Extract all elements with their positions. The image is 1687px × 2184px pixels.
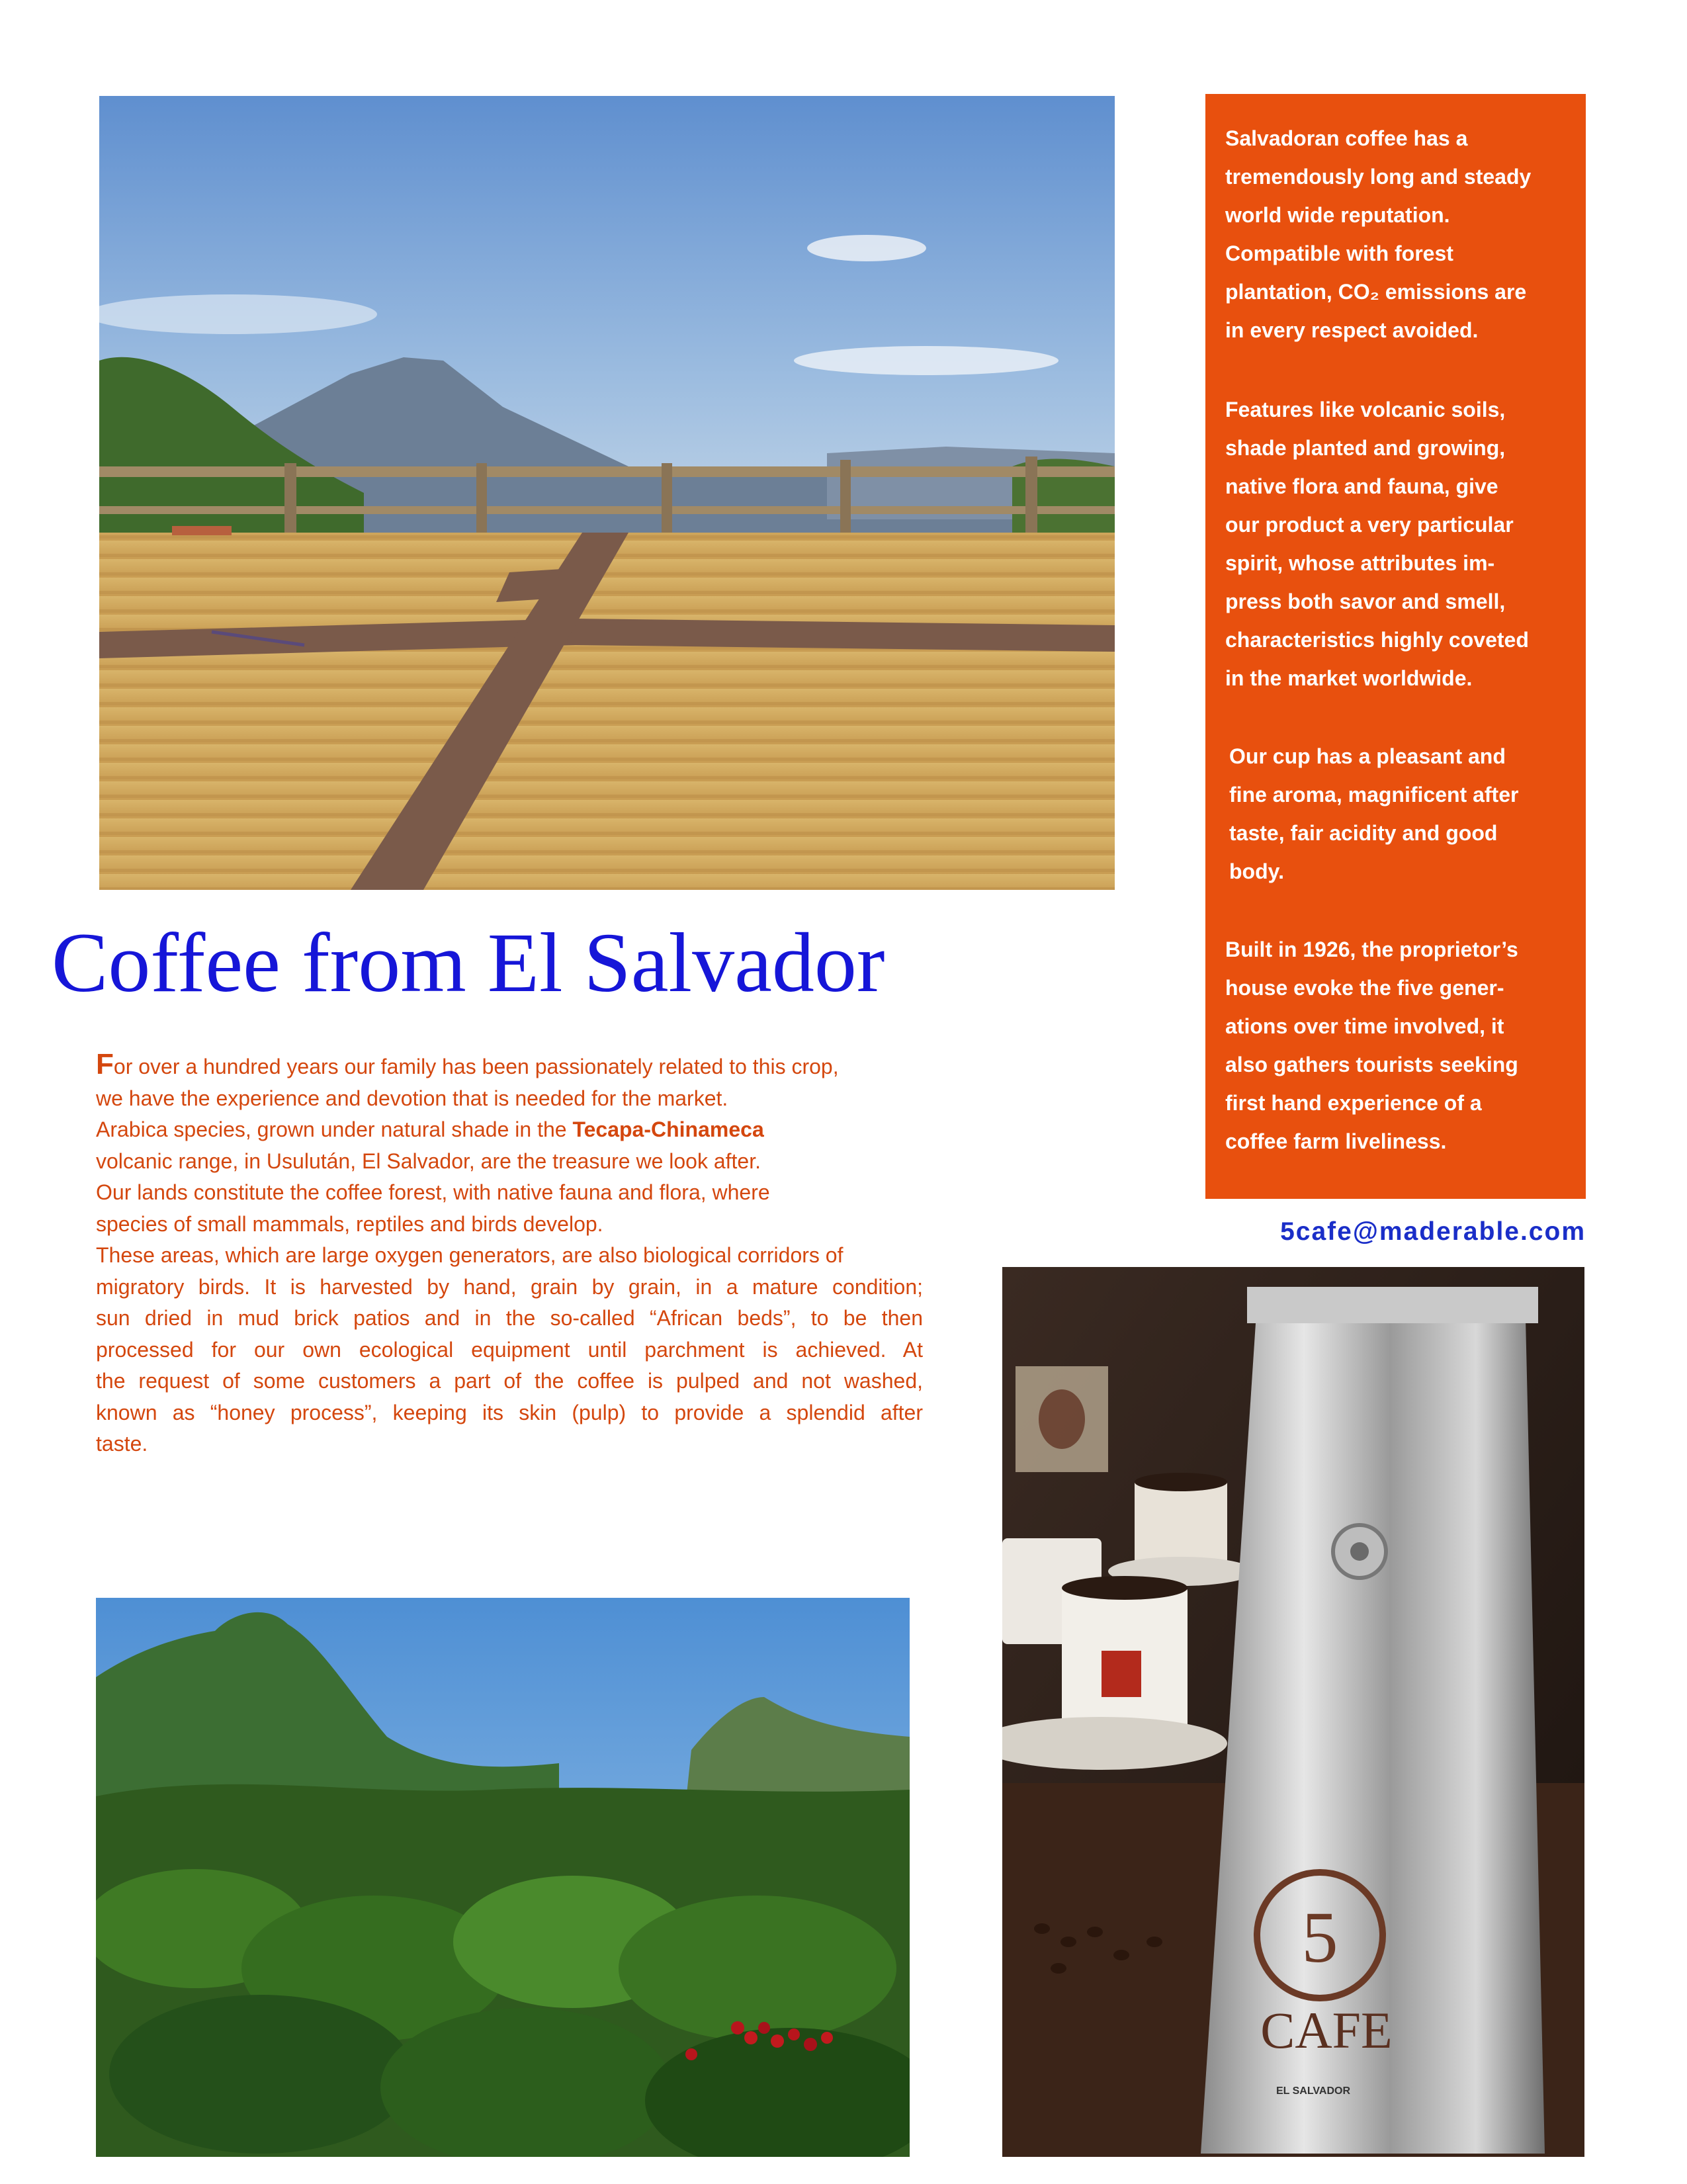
bag-brand-name: CAFE [1260, 2001, 1393, 2059]
sidebar-paragraph-reputation: Salvadoran coffee has a tremendously long and steady world wide reputation. Compatible with forest plantation, CO₂ emissions are in every respect avoided. [1225, 126, 1532, 342]
body-line: migratory birds. It is harvested by hand, grain by grain, in a mature condition; [96, 1274, 923, 1299]
body-line: or over a hundred years our family has been passionately related to this crop, [113, 1055, 839, 1078]
body-line: taste. [96, 1432, 148, 1456]
body-line: These areas, which are large oxygen generators, are also biological corridors of [96, 1243, 844, 1267]
contact-email[interactable]: 5cafe@maderable.com [1280, 1217, 1586, 1246]
body-line: sun dried in mud brick patios and in the so-called “African beds”, to be then [96, 1306, 923, 1330]
body-line: Our lands constitute the coffee forest, with native fauna and flora, where [96, 1180, 770, 1204]
body-line: volcanic range, in Usulután, El Salvador, are the treasure we look after. [96, 1149, 761, 1173]
sidebar-paragraph-house: Built in 1926, the proprietor’s house evoke the five gener- ations over time involved, it also gathers tourists seeking first hand experience of a coffee farm liveliness. [1225, 938, 1518, 1153]
drop-cap: F [96, 1048, 114, 1080]
coffee-drying-patio-photo [99, 96, 1115, 890]
bag-brand-number: 5 [1301, 1897, 1338, 1978]
body-line: processed for our own ecological equipment until parchment is achieved. At [96, 1337, 923, 1362]
bag-origin-label: EL SALVADOR [1276, 2085, 1351, 2097]
page-title: Coffee from El Salvador [52, 916, 885, 1010]
body-line: known as “honey process”, keeping its skin (pulp) to provide a splendid after [96, 1400, 923, 1424]
sidebar-paragraph-features: Features like volcanic soils, shade planted and growing, native flora and fauna, give our product a very particular spirit, whose attributes im- press both savor and smell, characteristics highly coveted in the market worldwide. [1225, 398, 1529, 690]
coffee-plants-mountain-photo [96, 1598, 910, 2157]
coffee-bag-product-photo [1002, 1267, 1584, 2157]
body-line: Arabica species, grown under natural shade in the [96, 1117, 573, 1141]
sidebar-paragraph-cup: Our cup has a pleasant and fine aroma, magnificent after taste, fair acidity and good body. [1229, 744, 1519, 883]
sidebar-info-box [1205, 94, 1586, 1199]
tecapa-chinameca-highlight: Tecapa-Chinameca [572, 1117, 764, 1141]
body-text [96, 1049, 923, 1460]
body-line: we have the experience and devotion that is needed for the market. [96, 1086, 728, 1110]
body-line: species of small mammals, reptiles and birds develop. [96, 1211, 603, 1236]
body-line: the request of some customers a part of the coffee is pulped and not washed, [96, 1369, 923, 1393]
